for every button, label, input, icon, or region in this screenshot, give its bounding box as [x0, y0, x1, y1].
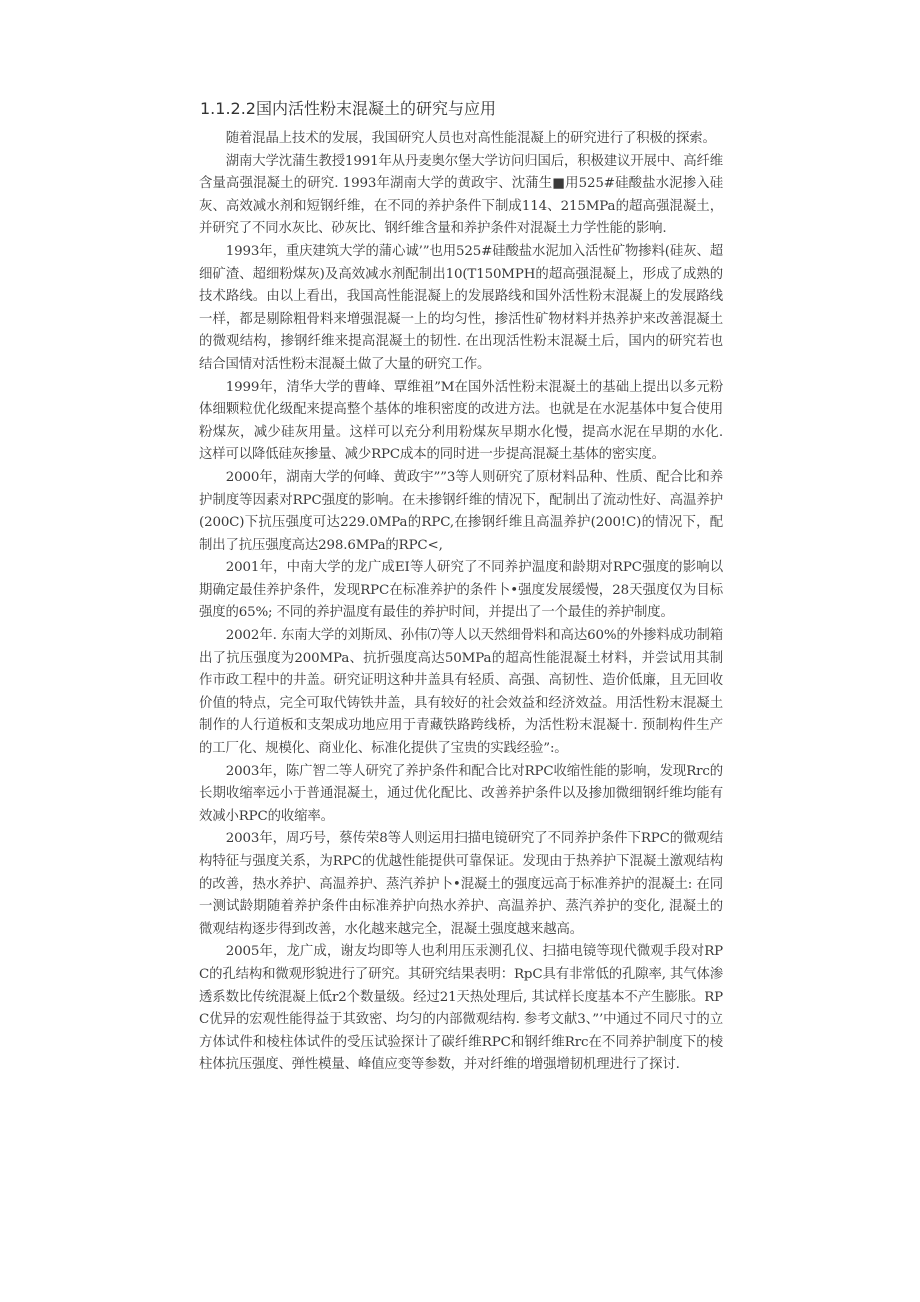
paragraph-long-2005: 2005年，龙广成，谢友均即等人也利用压汞测孔仪、扫描电镜等现代微观手段对RPC的孔结构和微观形貌进行了研究。其研究结果表明：RpC具有非常低的孔隙率, 其气体渗透系数比传统混凝上低r2个数量级。经过21天热处理后, 其试样长度基本不产生膨胀。RPC优异的宏观性能得益于其致密、均匀的内部微观结构. 参考文献3、”’中通过不同尺寸的立方体试件和棱柱体试件的受压试验探计了碳纤维RPC和钢纤维Rrc在不同养护制度下的棱柱体抗压强度、弹性模量、峰值应变等参数，并对纤维的增强增韧机理进行了探讨. — [199, 944, 723, 1073]
paragraph-zhou-2003: 2003年，周巧号，蔡传荣8等人则运用扫描电镜研究了不同养护条件下RPC的微观结构特征与强度关系，为RPC的优越性能提供可靠保证。发现由于热养护下混凝土激观结构的改善，热水养护、高温养护、蒸汽养护卜•混凝土的强度远高于标准养护的混凝土: 在同一测试龄期随着养护条件由标准养护向热水养护、高温养护、蒸汽养护的变化, 混凝土的微观结构逐步得到改善，水化越来越完全，混凝土强度越来越高。 — [199, 831, 723, 937]
paragraph-seu-2002: 2002年. 东南大学的刘斯凤、孙伟⑺等人以天然细骨料和高达60%的外掺料成功制箱出了抗压强度为200MPa、抗折强度高达50MPa的超高性能混凝土材料，并尝试用其制作市政工程中的井盖。研究证明这种井盖具有轻质、高强、高韧性、造价低廉，且无回收价值的特点，完全可取代铸铁井盖，具有较好的社会效益和经济效益。用活性粉末混凝土制作的人行道板和支架成功地应用于青藏铁路跨线桥，为活性粉末混凝十. 预制构件生产的工厂化、规模化、商业化、标准化提供了宝贵的实践经验”:。 — [199, 628, 723, 757]
paragraph-intro: 随着混晶上技术的发展，我国研究人员也对高性能混凝上的研究进行了积极的探索。 — [225, 131, 716, 146]
paragraph-tsinghua-1999: 1999年，清华大学的曹峰、覃维祖”M在国外活性粉末混凝土的基础上提出以多元粉体细颗粒优化级配来提高整个基体的堆积密度的改进方法。也就是在水泥基体中复合使用粉煤灰，减少硅灰用量。这样可以充分利用粉煤灰早期水化慢，提高水泥在早期的水化. 这样可以降低硅灰掺量、减少RPC成本的同时进一步提高混凝土基体的密实度。 — [199, 379, 723, 463]
paragraph-chen-2003: 2003年，陈广智二等人研究了养护条件和配合比对RPC收缩性能的影响，发现Rrc的长期收缩率远小于普通混凝土，通过优化配比、改善养护条件以及掺加微细钢纤维均能有效减小RPC的收缩率。 — [199, 763, 723, 824]
paragraph-chongqing-1993: 1993年，重庆建筑大学的蒲心诚’”也用525#硅酸盐水泥加入活性矿物掺料(硅灰、超细矿渣、超细粉煤灰)及高效减水剂配制出10(T150MPH的超高强混凝上，形成了成熟的技术路线。由以上看出，我国高性能混凝上的发展路线和国外活性粉末混凝上的发展路线一样，都是剔除粗骨料来增强混凝一上的均匀性，掺活性矿物材料并热养护来改善混凝土的微观结构，掺钢纤维来提高混凝土的韧性. 在出现活性粉末混凝土后，国内的研究若也结合国情对活性粉末混凝土做了大量的研究工作。 — [199, 243, 723, 372]
paragraph-hunan-2000: 2000年，湖南大学的何峰、黄政宇””3等人则研究了原材料品种、性质、配合比和养护制度等因素对RPC强度的影响。在未掺钢纤维的情况下，配制出了流动性好、高温养护(200C)下抗压强度可达229.0MPa的RPC,在掺钢纤维且高温养护(200!C)的情况下，配制出了抗压强度高达298.6MPa的RPC<, — [199, 469, 723, 553]
paragraph-csu-2001: 2001年，中南大学的龙广成EI等人研究了不同养护温度和龄期对RPC强度的影响以期确定最佳养护条件，发现RPC在标准养护的条件卜•强度发展缓慢，28天强度仅为目标强度的65%; 不同的养护温度有最佳的养护时间，并提出了一个最佳的养护制度。 — [199, 560, 723, 621]
section-heading: 1.1.2.2国内活性粉末混凝土的研究与应用 — [200, 99, 496, 118]
paragraph-hunan-1991: 湖南大学沈蒲生教授1991年从丹麦奥尔堡大学访问归国后，积极建议开展中、高纤维含量高强混凝土的研究. 1993年湖南大学的黄政宇、沈蒲生■用525#硅酸盐水泥掺入硅灰、高效减水剂和短钢纤维，在不同的养护条件下制成114、215MPa的超高强混凝土，并研究了不同水灰比、砂灰比、钢纤维含量和养护条件对混凝土力学性能的影响. — [199, 153, 723, 237]
section-body — [199, 128, 723, 1077]
